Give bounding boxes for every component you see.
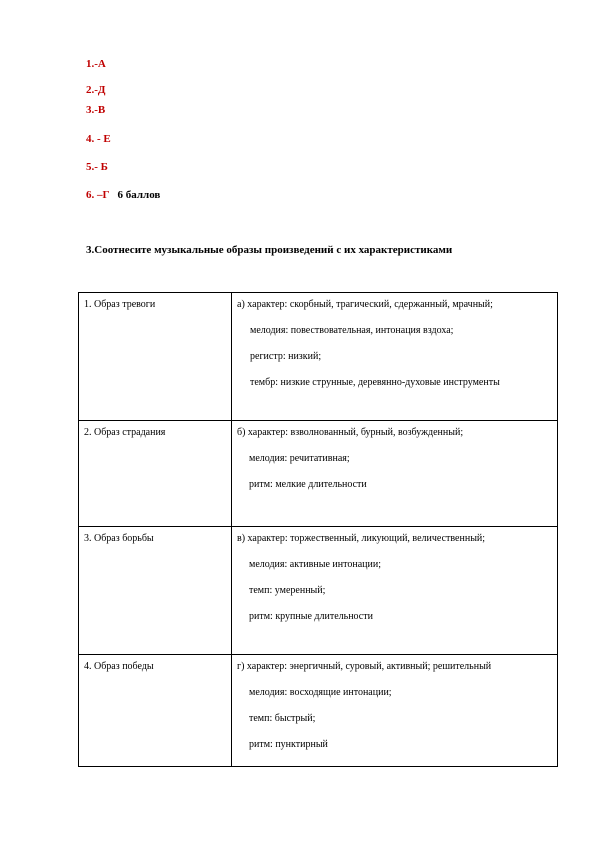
- characteristic-line: мелодия: восходящие интонации;: [249, 687, 392, 698]
- matching-table: [78, 292, 558, 767]
- characteristic-line: ритм: мелкие длительности: [249, 479, 367, 490]
- points-label: 6 баллов: [117, 189, 161, 201]
- characteristic-line: мелодия: повествовательная, интонация вздоха;: [250, 325, 454, 336]
- table-row: [79, 293, 558, 421]
- characteristic-line: мелодия: речитативная;: [249, 453, 350, 464]
- characteristic-line: б) характер: взволнованный, бурный, возбужденный;: [237, 427, 464, 438]
- question-heading: 3.Соотнесите музыкальные образы произведений с их характеристиками: [86, 244, 453, 256]
- characteristic-line: ритм: пунктирный: [249, 739, 328, 750]
- image-label: 4. Образ победы: [84, 661, 154, 672]
- characteristic-line: регистр: низкий;: [250, 351, 322, 362]
- table-row: [79, 655, 558, 767]
- answer-3: 3.-В: [86, 104, 106, 116]
- answer-1: 1.-А: [86, 58, 106, 70]
- characteristic-line: темп: умеренный;: [249, 585, 326, 596]
- image-cell: [79, 421, 232, 527]
- image-label: 1. Образ тревоги: [84, 299, 156, 310]
- characteristic-line: а) характер: скорбный, трагический, сдержанный, мрачный;: [237, 299, 493, 310]
- image-cell: [79, 293, 232, 421]
- image-cell: [79, 655, 232, 767]
- answer-6-text: 6. –Г: [86, 189, 110, 201]
- characteristics-cell: [232, 293, 558, 421]
- answer-5: 5.- Б: [86, 161, 108, 173]
- characteristic-line: тембр: низкие струнные, деревянно-духовые инструменты: [250, 377, 500, 388]
- answer-4: 4. - Е: [86, 133, 111, 145]
- characteristic-line: мелодия: активные интонации;: [249, 559, 381, 570]
- table-row: [79, 421, 558, 527]
- characteristics-cell: [232, 655, 558, 767]
- table-row: [79, 527, 558, 655]
- characteristic-line: ритм: крупные длительности: [249, 611, 373, 622]
- image-label: 2. Образ страдания: [84, 427, 166, 438]
- characteristic-line: г) характер: энергичный, суровый, активный; решительный: [237, 661, 492, 672]
- answer-6: [86, 189, 160, 201]
- image-cell: [79, 527, 232, 655]
- answer-2: 2.-Д: [86, 84, 106, 96]
- characteristics-cell: [232, 421, 558, 527]
- characteristics-cell: [232, 527, 558, 655]
- characteristic-line: темп: быстрый;: [249, 713, 316, 724]
- characteristic-line: в) характер: торжественный, ликующий, величественный;: [237, 533, 486, 544]
- image-label: 3. Образ борьбы: [84, 533, 154, 544]
